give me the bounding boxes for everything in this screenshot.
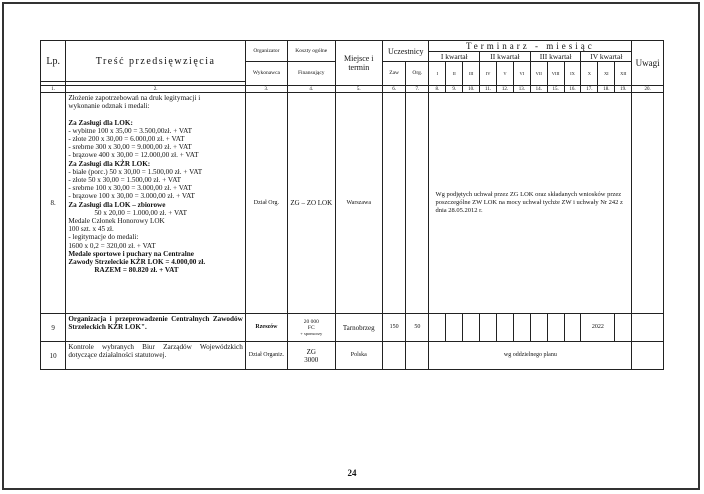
header-terminarz: Terminarz - miesiąc bbox=[429, 41, 632, 52]
header-uwagi: Uwagi bbox=[632, 41, 664, 86]
header-quarter-1: I kwartał bbox=[429, 52, 480, 62]
col-number: 7. bbox=[406, 86, 429, 93]
row-organizator: Rzeszów bbox=[245, 314, 287, 342]
col-number: 8. bbox=[429, 86, 446, 93]
row-month-cell bbox=[513, 314, 530, 342]
row-month-cell bbox=[480, 314, 497, 342]
header-month: I bbox=[429, 62, 446, 86]
header-tresc: Treść przedsięwzięcia bbox=[66, 41, 245, 82]
row-zaw: 150 bbox=[383, 314, 406, 342]
header-lp: Lp. bbox=[41, 41, 66, 82]
row-month-cell bbox=[564, 314, 581, 342]
table-row bbox=[41, 93, 664, 314]
col-number: 1. bbox=[41, 86, 66, 93]
row-month-cell bbox=[446, 314, 463, 342]
row-month-cell bbox=[615, 314, 632, 342]
row-lp: 8. bbox=[41, 93, 66, 314]
header-month: II bbox=[446, 62, 463, 86]
row-miejsce: Warszawa bbox=[335, 93, 383, 314]
col-number: 20. bbox=[632, 86, 664, 93]
table-row bbox=[41, 342, 664, 370]
row-content: Kontrole wybranych Biur Zarządów Wojewódzkich dotyczące działalności statutowej. bbox=[66, 342, 245, 370]
col-number: 14. bbox=[530, 86, 547, 93]
row-month-cell bbox=[463, 314, 480, 342]
col-number: 4. bbox=[288, 86, 336, 93]
col-number: 6. bbox=[383, 86, 406, 93]
row-org bbox=[406, 342, 429, 370]
row-month-cell bbox=[429, 314, 446, 342]
row-content: Złożenie zapotrzebowań na druk legitymacji i wykonanie odznak i medali: Za Zasługi dla LOK: - wybitne 100 x 35,00 = 3.500,00zł. + VAT - złote 200 x 30,00 = 6.000,00 zł. + VAT - srebrne 300 x 30,00 = 9.000,00 zł. + VAT - brązowe 400 x 30,00 = 12.000,00 zł. + VAT Za Zasługi dla KŻR LOK: - białe (porc.) 50 x 30,00 = 1.500,00 zł. + VAT - złote 50 x 30,00 = 1.500,00 zł. + VAT - srebrne 100 x 30,00 = 3.000,00 zł. + VAT - brązowe 100 x 30,00 = 3.000,00 zł. + VAT Za Zasługi dla LOK – zbiorowe 50 x 20,00 = 1.000,00 zł. + VAT Medale Członek Honorowy LOK 100 szt. x 45 zł. - legitymacje do medali: 1600 x 0,2 = 320,00 zł. + VAT Medale sportowe i puchary na Centralne Zawody Strzeleckie KŻR LOK = 4.000,00 zł. RAZEM = 80.820 zł. + VAT bbox=[66, 93, 245, 314]
row-miejsce: Polska bbox=[335, 342, 383, 370]
header-uczestnicy: Uczestnicy bbox=[383, 41, 429, 62]
row-month-cell bbox=[547, 314, 564, 342]
header-month: XII bbox=[615, 62, 632, 86]
header-month: X bbox=[581, 62, 598, 86]
row-uwagi bbox=[632, 314, 664, 342]
row-zaw bbox=[383, 93, 406, 314]
col-number: 17. bbox=[581, 86, 598, 93]
row-org: 50 bbox=[406, 314, 429, 342]
header-month: III bbox=[463, 62, 480, 86]
row-content: Organizacja i przeprowadzenie Centralnych Zawodów Strzeleckich KŻR LOK". bbox=[66, 314, 245, 342]
row-org bbox=[406, 93, 429, 314]
row-month-note: 2022 bbox=[581, 314, 615, 342]
plan-table bbox=[40, 40, 664, 370]
header-quarter-2: II kwartał bbox=[480, 52, 531, 62]
header-organizator: Organizator bbox=[245, 41, 287, 62]
header-month: XI bbox=[598, 62, 615, 86]
row-miejsce: Tarnobrzeg bbox=[335, 314, 383, 342]
header-month: IV bbox=[480, 62, 497, 86]
row-month-cell bbox=[530, 314, 547, 342]
row-koszty: 20 000 FC + sponsorzy bbox=[288, 314, 336, 342]
page-number: 24 bbox=[347, 468, 357, 478]
row-uwagi bbox=[632, 93, 664, 314]
header-month: IX bbox=[564, 62, 581, 86]
row-organizator: Dział Organiz. bbox=[245, 342, 287, 370]
row-lp: 9 bbox=[41, 314, 66, 342]
header-miejsce: Miejsce i termin bbox=[335, 41, 383, 86]
row-koszty: ZG – ZO LOK bbox=[288, 93, 336, 314]
row-schedule-note: Wg podjętych uchwał przez ZG LOK oraz składanych wniosków przez poszczególne ZW LOK na mocy uchwał tychże ZW i uchwały Nr 242 z dnia 28.05.2012 r. bbox=[429, 93, 632, 314]
col-number: 13. bbox=[513, 86, 530, 93]
col-number: 18. bbox=[598, 86, 615, 93]
header-zaw: Zaw bbox=[383, 62, 406, 86]
row-uwagi bbox=[632, 342, 664, 370]
header-month: V bbox=[497, 62, 514, 86]
col-number: 2. bbox=[66, 86, 245, 93]
header-month: VIII bbox=[547, 62, 564, 86]
col-number: 19. bbox=[615, 86, 632, 93]
row-zaw bbox=[383, 342, 406, 370]
col-number: 11. bbox=[480, 86, 497, 93]
table-row bbox=[41, 314, 664, 342]
header-quarter-3: III kwartał bbox=[530, 52, 581, 62]
header-org: Org. bbox=[406, 62, 429, 86]
row-schedule-note: wg oddzielnego planu bbox=[429, 342, 632, 370]
header-wykonawca: Wykonawca bbox=[245, 62, 287, 86]
col-number: 9. bbox=[446, 86, 463, 93]
col-number: 3. bbox=[245, 86, 287, 93]
col-number: 10. bbox=[463, 86, 480, 93]
header-month: VI bbox=[513, 62, 530, 86]
col-number: 12. bbox=[497, 86, 514, 93]
row-lp: 10 bbox=[41, 342, 66, 370]
row-organizator: Dział Org. bbox=[245, 93, 287, 314]
col-number: 5. bbox=[335, 86, 383, 93]
header-quarter-4: IV kwartał bbox=[581, 52, 632, 62]
header-finansujacy: Finansujący bbox=[288, 62, 336, 86]
col-number: 16. bbox=[564, 86, 581, 93]
header-month: VII bbox=[530, 62, 547, 86]
row-month-cell bbox=[497, 314, 514, 342]
row-koszty: ZG 3000 bbox=[288, 342, 336, 370]
col-number: 15. bbox=[547, 86, 564, 93]
header-koszty: Koszty ogólne bbox=[288, 41, 336, 62]
